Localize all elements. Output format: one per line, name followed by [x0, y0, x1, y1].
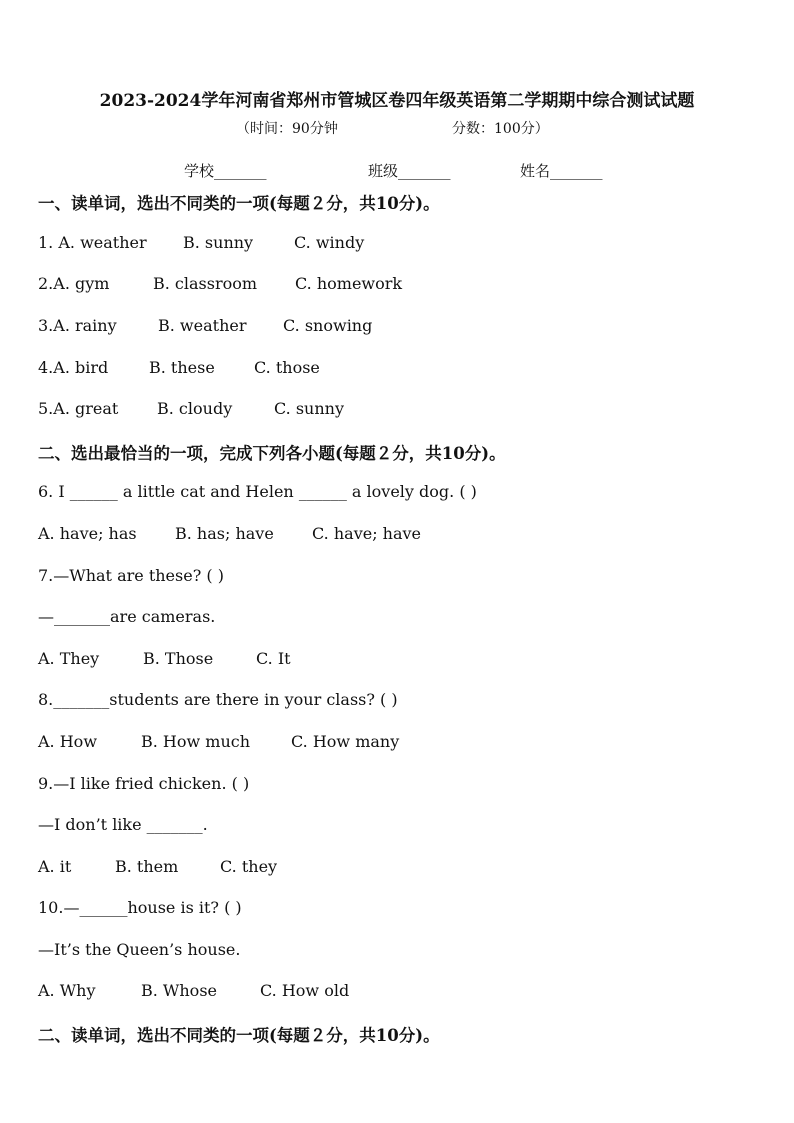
- option-a: A. They: [38, 649, 100, 668]
- option-c: C. they: [220, 857, 278, 876]
- section-heading: 二、读单词，选出不同类的一项(每题２分，共10分)。: [38, 1026, 440, 1045]
- option-b: B. these: [149, 358, 215, 377]
- page-title: 2023-2024学年河南省郑州市管城区卷四年级英语第二学期期中综合测试试题: [99, 91, 695, 111]
- total-score: 分数：100分）: [452, 121, 549, 137]
- question-9-answer: —I don’t like _______.: [38, 815, 208, 834]
- question-number-option-a: 2.A. gym: [38, 274, 110, 293]
- option-c: C. homework: [295, 274, 403, 293]
- question-row: [38, 274, 403, 293]
- question-10-options: [38, 981, 350, 1000]
- option-c: C. windy: [294, 233, 365, 252]
- option-c: C. How many: [291, 732, 400, 751]
- question-7: 7.—What are these? ( ): [38, 566, 224, 585]
- question-9: 9.—I like fried chicken. ( ): [38, 774, 250, 793]
- option-a: A. How: [38, 732, 98, 751]
- question-row: [38, 399, 345, 418]
- time-limit: （时间：90分钟: [236, 121, 338, 137]
- option-b: B. How much: [141, 732, 251, 751]
- option-c: C. How old: [260, 981, 350, 1000]
- question-row: [38, 358, 320, 377]
- option-c: C. sunny: [274, 399, 345, 418]
- question-7-options: [38, 649, 291, 668]
- option-a: A. Why: [38, 981, 96, 1000]
- section-heading: 一、读单词，选出不同类的一项(每题２分，共10分)。: [38, 194, 440, 213]
- option-b: B. classroom: [153, 274, 258, 293]
- question-10-answer: —It’s the Queen’s house.: [38, 940, 241, 959]
- question-number-option-a: 3.A. rainy: [38, 316, 117, 335]
- question-8-options: [38, 732, 400, 751]
- option-a: A. it: [38, 857, 72, 876]
- option-b: B. sunny: [183, 233, 254, 252]
- option-c: C. It: [256, 649, 291, 668]
- option-b: B. them: [115, 857, 179, 876]
- name-field: 姓名_______: [520, 162, 603, 180]
- question-6-options: [38, 524, 422, 543]
- section-heading: 二、选出最恰当的一项，完成下列各小题(每题２分，共10分)。: [38, 444, 506, 463]
- class-field: 班级_______: [368, 162, 451, 180]
- question-number-option-a: 4.A. bird: [38, 358, 109, 377]
- question-9-options: [38, 857, 278, 876]
- question-7-answer: —_______are cameras.: [38, 607, 216, 626]
- option-b: B. has; have: [175, 524, 274, 543]
- option-b: B. cloudy: [157, 399, 233, 418]
- question-10: 10.—______house is it? ( ): [38, 898, 242, 917]
- question-number-option-a: 1. A. weather: [38, 233, 147, 252]
- question-number-option-a: 5.A. great: [38, 399, 119, 418]
- question-row: [38, 316, 373, 335]
- option-c: C. those: [254, 358, 320, 377]
- option-b: B. weather: [158, 316, 247, 335]
- option-a: A. have; has: [38, 524, 137, 543]
- option-c: C. snowing: [283, 316, 373, 335]
- question-8: 8._______students are there in your class? ( ): [38, 690, 398, 709]
- option-b: B. Whose: [141, 981, 217, 1000]
- school-field: 学校_______: [184, 162, 267, 180]
- option-b: B. Those: [143, 649, 214, 668]
- question-row: [38, 233, 365, 252]
- option-c: C. have; have: [312, 524, 422, 543]
- question-6: 6. I ______ a little cat and Helen ______ a lovely dog. ( ): [38, 482, 477, 501]
